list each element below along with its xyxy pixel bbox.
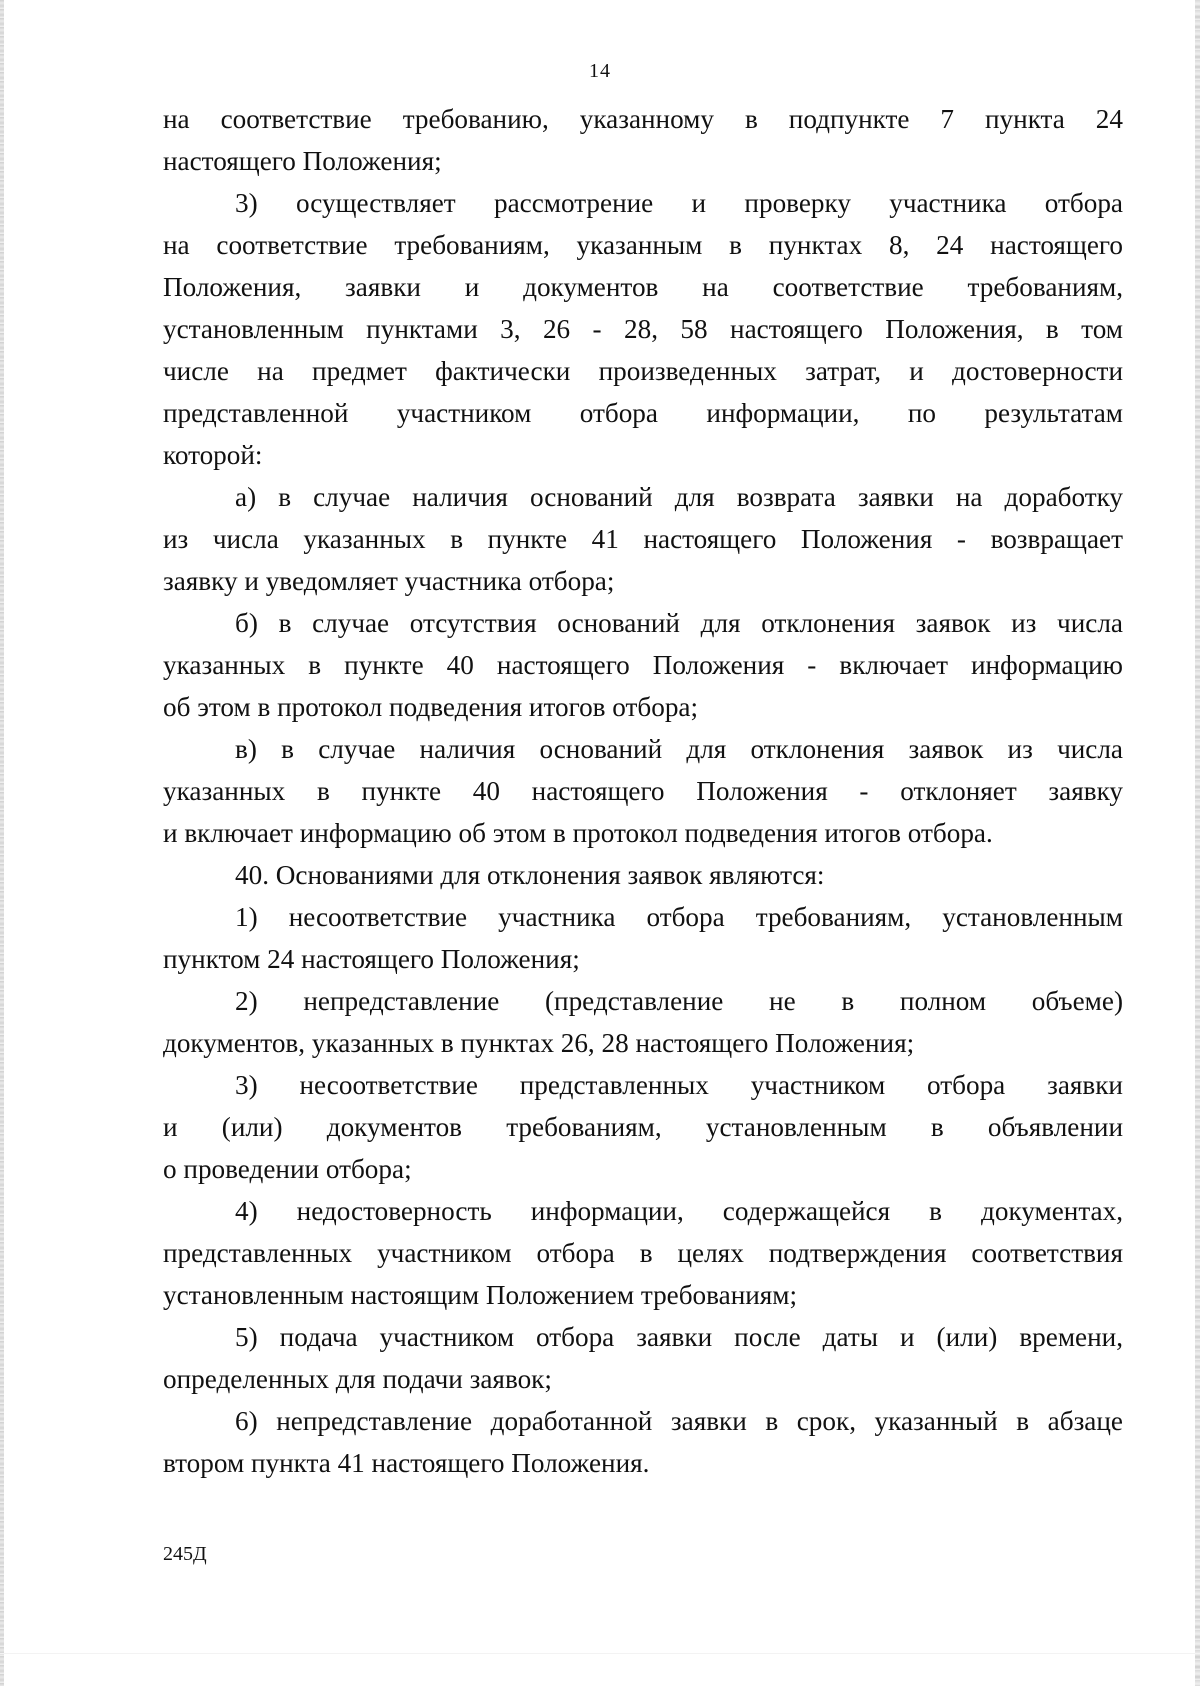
- text-line: о проведении отбора;: [163, 1154, 412, 1184]
- document-body: [163, 98, 1123, 1484]
- text-line: 4) недостоверность информации, содержащейся в документах,: [235, 1196, 1123, 1226]
- text-line: 3) несоответствие представленных участником отбора заявки: [235, 1070, 1123, 1100]
- text-line: на соответствие требованиям, указанным в пунктах 8, 24 настоящего: [163, 230, 1123, 260]
- text-line: 1) несоответствие участника отбора требованиям, установленным: [235, 902, 1123, 932]
- text-line: числе на предмет фактически произведенных затрат, и достоверности: [163, 356, 1123, 386]
- text-line: 5) подача участником отбора заявки после даты и (или) времени,: [235, 1322, 1123, 1352]
- scan-artifact-line: [0, 1653, 1200, 1654]
- text-line: из числа указанных в пункте 41 настоящего Положения - возвращает: [163, 524, 1123, 554]
- text-line: 40. Основаниями для отклонения заявок являются:: [235, 860, 825, 890]
- paragraph-ground-2: [163, 980, 1123, 1064]
- paragraph-ground-4: [163, 1190, 1123, 1316]
- text-line: настоящего Положения;: [163, 146, 442, 176]
- text-line: 2) непредставление (представление не в полном объеме): [235, 986, 1123, 1016]
- text-line: пунктом 24 настоящего Положения;: [163, 944, 580, 974]
- paragraph-ground-6: [163, 1400, 1123, 1484]
- paragraph-ground-1: [163, 896, 1123, 980]
- text-line: в) в случае наличия оснований для отклонения заявок из числа: [235, 734, 1123, 764]
- paragraph-ground-3: [163, 1064, 1123, 1190]
- document-code: 245Д: [163, 1543, 207, 1565]
- text-line: заявку и уведомляет участника отбора;: [163, 566, 615, 596]
- text-line: установленным пунктами 3, 26 - 28, 58 настоящего Положения, в том: [163, 314, 1123, 344]
- paragraph-item-v: [163, 728, 1123, 854]
- paragraph-item-3: [163, 182, 1123, 476]
- text-line: и включает информацию об этом в протокол подведения итогов отбора.: [163, 818, 993, 848]
- paragraph-item-a: [163, 476, 1123, 602]
- paragraph-section-40: [163, 854, 1123, 896]
- text-line: на соответствие требованию, указанному в подпункте 7 пункта 24: [163, 104, 1123, 134]
- scan-left-edge: [0, 0, 4, 1686]
- paragraph-item-b: [163, 602, 1123, 728]
- text-line: об этом в протокол подведения итогов отбора;: [163, 692, 699, 722]
- text-line: представленных участником отбора в целях подтверждения соответствия: [163, 1238, 1123, 1268]
- text-line: указанных в пункте 40 настоящего Положения - отклоняет заявку: [163, 776, 1123, 806]
- text-line: б) в случае отсутствия оснований для отклонения заявок из числа: [235, 608, 1123, 638]
- text-line: 3) осуществляет рассмотрение и проверку участника отбора: [235, 188, 1123, 218]
- page-number: 14: [589, 60, 611, 82]
- text-line: 6) непредставление доработанной заявки в срок, указанный в абзаце: [235, 1406, 1123, 1436]
- paragraph-ground-5: [163, 1316, 1123, 1400]
- text-line: установленным настоящим Положением требованиям;: [163, 1280, 798, 1310]
- text-line: указанных в пункте 40 настоящего Положения - включает информацию: [163, 650, 1123, 680]
- text-line: определенных для подачи заявок;: [163, 1364, 552, 1394]
- text-line: и (или) документов требованиям, установленным в объявлении: [163, 1112, 1123, 1142]
- text-line: которой:: [163, 440, 263, 470]
- text-line: а) в случае наличия оснований для возврата заявки на доработку: [235, 482, 1123, 512]
- text-line: втором пункта 41 настоящего Положения.: [163, 1448, 650, 1478]
- paragraph-continuation: [163, 98, 1123, 182]
- scan-right-edge: [1195, 0, 1200, 1686]
- text-line: представленной участником отбора информации, по результатам: [163, 398, 1123, 428]
- text-line: Положения, заявки и документов на соответствие требованиям,: [163, 272, 1123, 302]
- text-line: документов, указанных в пунктах 26, 28 настоящего Положения;: [163, 1028, 915, 1058]
